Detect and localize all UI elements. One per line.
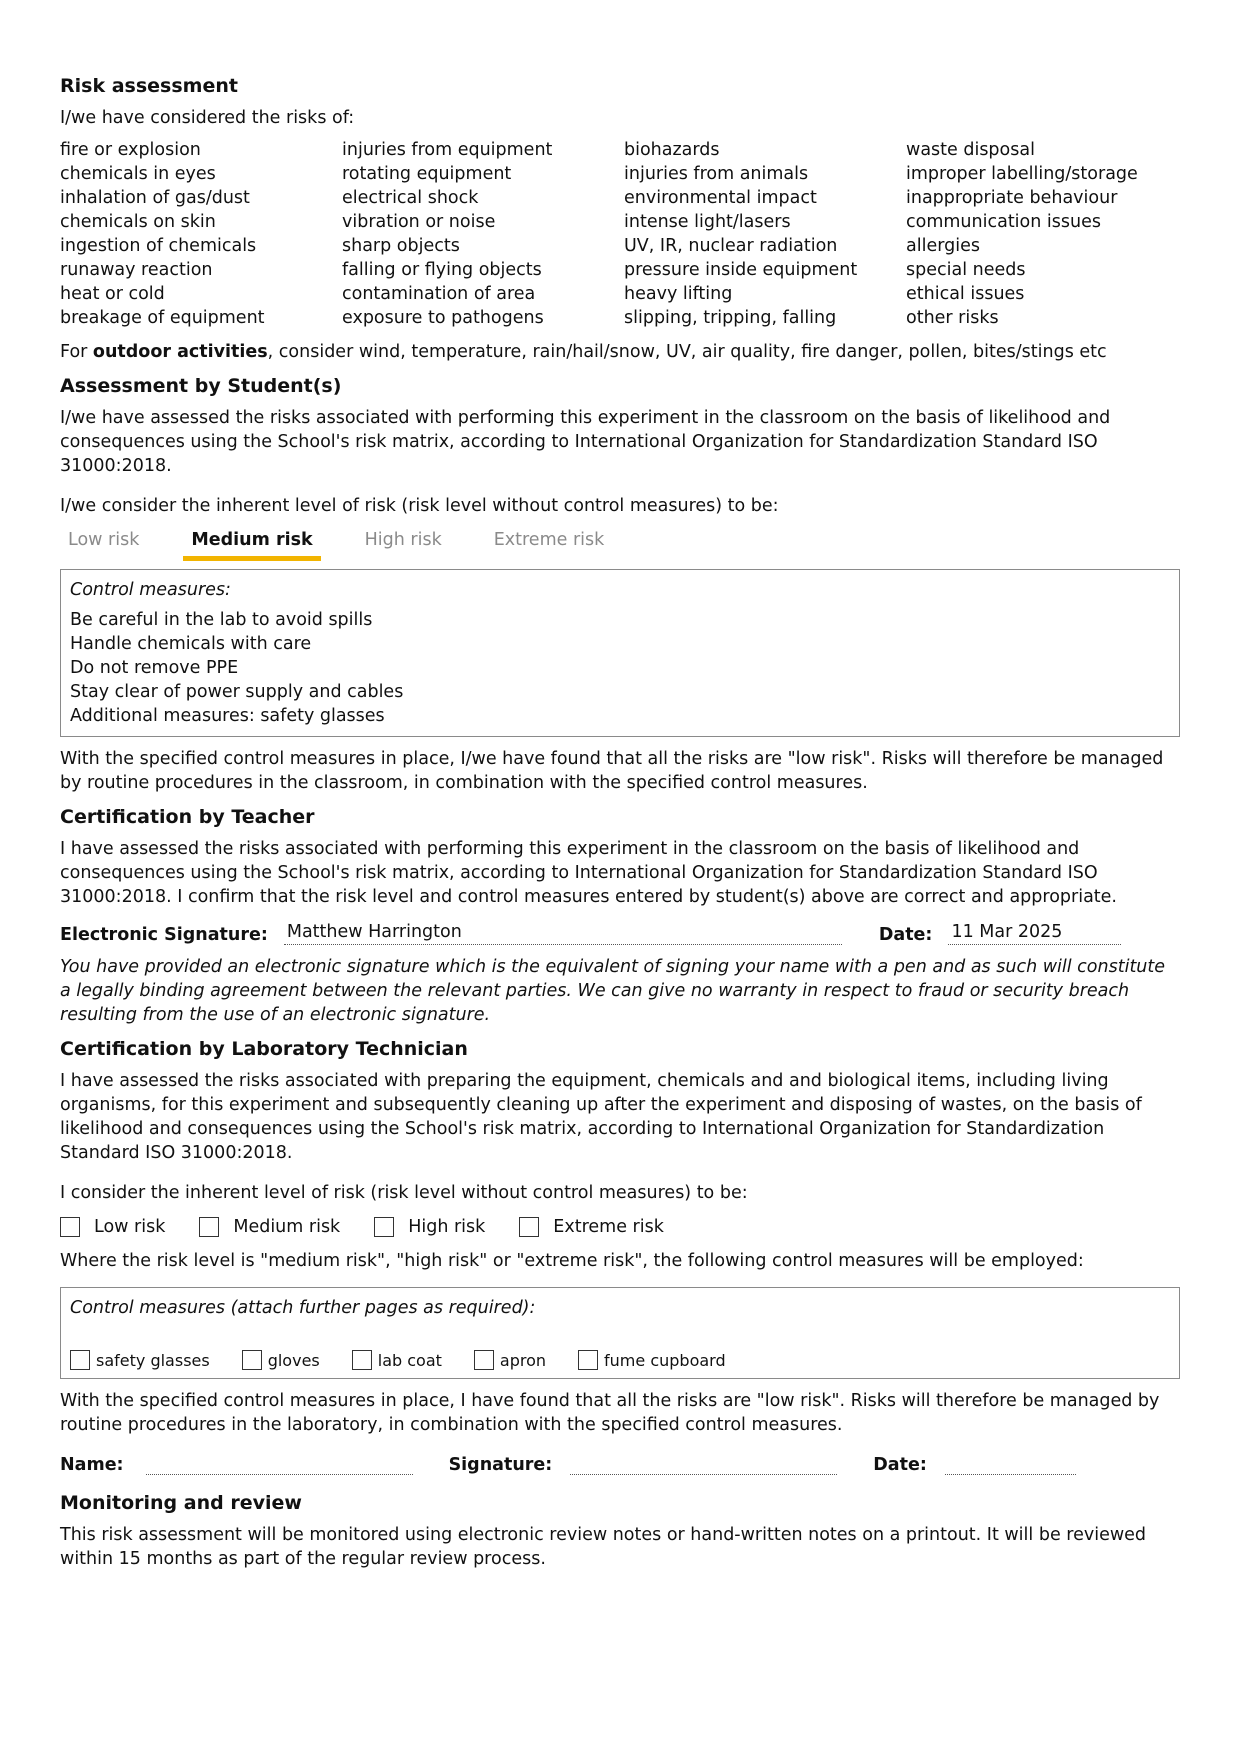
student-title: Assessment by Student(s) (60, 375, 342, 397)
ppe-gloves[interactable] (242, 1350, 320, 1370)
risk-item: special needs (906, 260, 1026, 280)
technician-name-label: Name: (60, 1455, 124, 1475)
risk-item: rotating equipment (342, 164, 512, 184)
ppe-safety-glasses[interactable] (70, 1350, 210, 1370)
technician-control-caption: Control measures (attach further pages as required): (70, 1298, 536, 1318)
technician-paragraph: I have assessed the risks associated with preparing the equipment, chemicals and and biological items, including living organisms, for this experiment and subsequently cleaning up after the experiment and disposing of wastes, on the basis of likelihood and consequences using the School's risk matrix, according to International Organization for Standardization Standard ISO 31000:2018. (60, 1071, 1142, 1163)
technician-date-field[interactable] (945, 1450, 1076, 1475)
risk-item: injuries from equipment (342, 140, 553, 160)
option-label: Medium risk (233, 1217, 341, 1237)
risk-column-2 (342, 138, 624, 330)
teacher-date-field[interactable]: 11 Mar 2025 (948, 920, 1121, 945)
student-section (60, 374, 1180, 795)
option-low-risk[interactable] (60, 1217, 165, 1237)
risk-column-3 (624, 138, 906, 330)
extreme-risk-checkbox[interactable] (519, 1217, 539, 1237)
teacher-signature-row (60, 915, 1180, 945)
option-label: Extreme risk (553, 1217, 664, 1237)
fume-cupboard-checkbox[interactable] (578, 1350, 598, 1370)
technician-risk-options (60, 1213, 1180, 1241)
risk-item: intense light/lasers (624, 212, 791, 232)
ppe-options (70, 1350, 758, 1370)
ppe-label: gloves (267, 1350, 320, 1370)
control-measure-line: Handle chemicals with care (70, 634, 312, 654)
outdoor-suffix: , consider wind, temperature, rain/hail/snow, UV, air quality, fire danger, pollen, bites/stings etc (267, 342, 1107, 362)
risk-level-tabs (60, 526, 1180, 560)
technician-name-field[interactable] (146, 1450, 413, 1475)
risk-item: communication issues (906, 212, 1101, 232)
outdoor-prefix: For (60, 342, 93, 362)
risk-item: chemicals in eyes (60, 164, 216, 184)
control-measure-line: Stay clear of power supply and cables (70, 682, 404, 702)
risk-item: vibration or noise (342, 212, 496, 232)
technician-date-label: Date: (873, 1455, 927, 1475)
teacher-section (60, 805, 1180, 1027)
ppe-lab-coat[interactable] (352, 1350, 442, 1370)
teacher-paragraph: I have assessed the risks associated with performing this experiment in the classroom on the basis of likelihood and consequences using the School's risk matrix, according to International Organization for Standardization Standard ISO 31000:2018. I confirm that the risk level and control measures entered by student(s) above are correct and appropriate. (60, 839, 1117, 907)
control-measure-line: Additional measures: safety glasses (70, 706, 385, 726)
teacher-title: Certification by Teacher (60, 806, 315, 828)
risk-item: exposure to pathogens (342, 308, 544, 328)
risk-item: UV, IR, nuclear radiation (624, 236, 838, 256)
technician-where-text: Where the risk level is "medium risk", "high risk" or "extreme risk", the following control measures will be employed: (60, 1251, 1084, 1271)
ppe-label: lab coat (377, 1350, 442, 1370)
risk-column-4 (906, 138, 1188, 330)
ppe-fume-cupboard[interactable] (578, 1350, 726, 1370)
option-medium-risk[interactable] (199, 1217, 340, 1237)
control-measures-caption: Control measures: (70, 580, 231, 600)
risk-intro: I/we have considered the risks of: (60, 108, 355, 128)
risk-item: chemicals on skin (60, 212, 216, 232)
electronic-signature-label: Electronic Signature: (60, 925, 268, 945)
risk-assessment-title: Risk assessment (60, 75, 238, 97)
risk-item: falling or flying objects (342, 260, 542, 280)
technician-control-measures-box[interactable] (60, 1287, 1180, 1379)
technician-section (60, 1037, 1180, 1475)
tab-low-risk[interactable]: Low risk (68, 530, 140, 550)
technician-after-text: With the specified control measures in place, I have found that all the risks are "low risk". Risks will therefore be managed by routine procedures in the laboratory, in combination with the specified control measures. (60, 1391, 1160, 1435)
technician-inherent-text: I consider the inherent level of risk (risk level without control measures) to be: (60, 1183, 748, 1203)
risk-item: biohazards (624, 140, 720, 160)
risk-list (60, 138, 1180, 330)
high-risk-checkbox[interactable] (374, 1217, 394, 1237)
technician-signature-field[interactable] (570, 1450, 837, 1475)
risk-item: electrical shock (342, 188, 479, 208)
risk-item: heavy lifting (624, 284, 733, 304)
outdoor-note (60, 340, 1180, 364)
tab-high-risk[interactable]: High risk (364, 530, 442, 550)
technician-signature-row (60, 1447, 1180, 1475)
risk-item: runaway reaction (60, 260, 213, 280)
student-after-text: With the specified control measures in place, I/we have found that all the risks are "low risk". Risks will therefore be managed by routine procedures in the classroom, in combination with the specified control measures. (60, 749, 1164, 793)
ppe-label: safety glasses (96, 1350, 210, 1370)
risk-item: contamination of area (342, 284, 536, 304)
technician-signature-label: Signature: (448, 1455, 553, 1475)
safety-glasses-checkbox[interactable] (70, 1350, 90, 1370)
gloves-checkbox[interactable] (242, 1350, 262, 1370)
option-label: High risk (408, 1217, 486, 1237)
outdoor-bold: outdoor activities (92, 342, 268, 362)
risk-item: environmental impact (624, 188, 817, 208)
risk-item: ethical issues (906, 284, 1025, 304)
risk-item: sharp objects (342, 236, 460, 256)
teacher-date-label: Date: (878, 925, 933, 945)
medium-risk-checkbox[interactable] (199, 1217, 219, 1237)
risk-item: improper labelling/storage (906, 164, 1138, 184)
risk-item: slipping, tripping, falling (624, 308, 837, 328)
risk-item: waste disposal (906, 140, 1035, 160)
monitoring-section (60, 1491, 1180, 1571)
low-risk-checkbox[interactable] (60, 1217, 80, 1237)
risk-column-1 (60, 138, 342, 330)
risk-item: breakage of equipment (60, 308, 265, 328)
technician-title: Certification by Laboratory Technician (60, 1038, 468, 1060)
monitoring-title: Monitoring and review (60, 1492, 302, 1514)
risk-item: fire or explosion (60, 140, 201, 160)
control-measure-line: Be careful in the lab to avoid spills (70, 610, 373, 630)
option-extreme-risk[interactable] (519, 1217, 664, 1237)
option-label: Low risk (94, 1217, 166, 1237)
lab-coat-checkbox[interactable] (352, 1350, 372, 1370)
risk-item: allergies (906, 236, 980, 256)
signature-disclaimer: You have provided an electronic signature which is the equivalent of signing your name with a pen and as such will constitute a legally binding agreement between the relevant parties. We can give no warranty in respect to fraud or security breach resulting from the use of an electronic signature. (60, 957, 1166, 1025)
electronic-signature-field[interactable]: Matthew Harrington (284, 920, 842, 945)
risk-item: pressure inside equipment (624, 260, 858, 280)
risk-item: injuries from animals (624, 164, 809, 184)
control-measure-line: Do not remove PPE (70, 658, 239, 678)
risk-item: heat or cold (60, 284, 165, 304)
ppe-label: apron (499, 1350, 547, 1370)
ppe-apron[interactable] (474, 1350, 546, 1370)
student-paragraph: I/we have assessed the risks associated with performing this experiment in the classroom on the basis of likelihood and consequences using the School's risk matrix, according to International Organization for Standardization Standard ISO 31000:2018. (60, 408, 1111, 476)
monitoring-paragraph: This risk assessment will be monitored using electronic review notes or hand-written notes on a printout. It will be reviewed within 15 months as part of the regular review process. (60, 1525, 1147, 1569)
risk-item: ingestion of chemicals (60, 236, 257, 256)
apron-checkbox[interactable] (474, 1350, 494, 1370)
risk-item: inhalation of gas/dust (60, 188, 250, 208)
student-control-measures-box[interactable] (60, 569, 1180, 737)
tab-medium-risk[interactable]: Medium risk (183, 526, 320, 561)
ppe-label: fume cupboard (604, 1350, 726, 1370)
student-inherent-text: I/we consider the inherent level of risk (risk level without control measures) to be: (60, 496, 779, 516)
risk-item: other risks (906, 308, 999, 328)
tab-extreme-risk[interactable]: Extreme risk (493, 530, 605, 550)
option-high-risk[interactable] (374, 1217, 485, 1237)
risk-item: inappropriate behaviour (906, 188, 1118, 208)
